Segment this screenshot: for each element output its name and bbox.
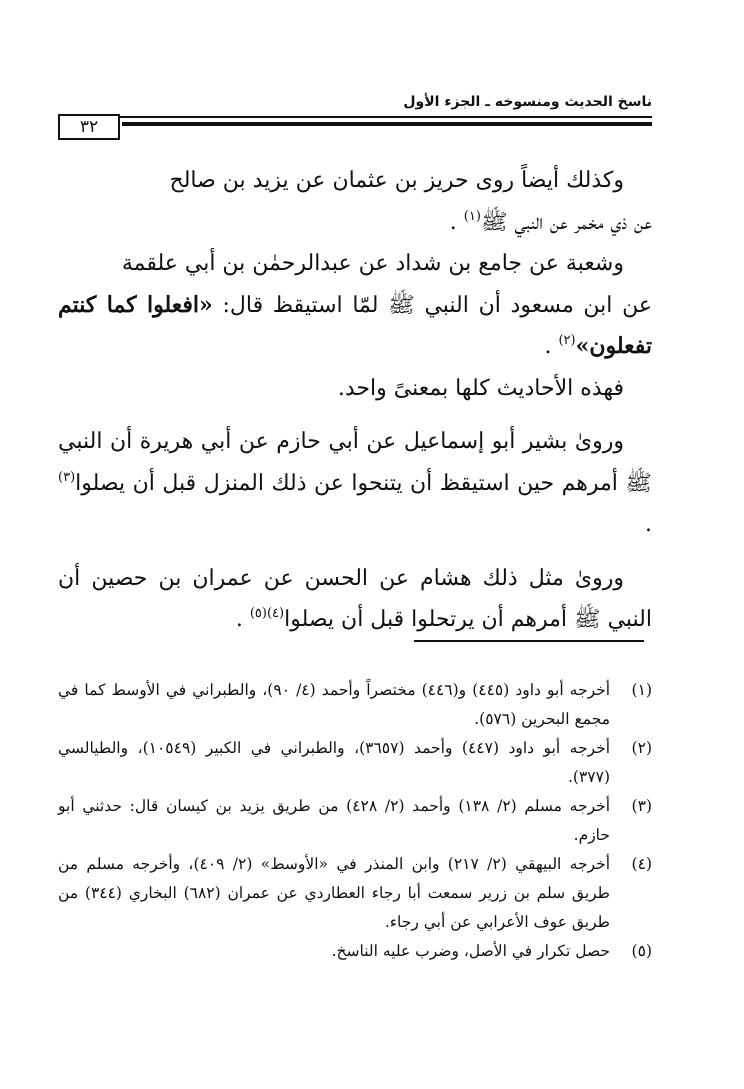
p3-text: فهذه الأحاديث كلها بمعنىً واحد. bbox=[337, 375, 624, 401]
p4-text: وروىٰ بشير أبو إسماعيل عن أبي حازم عن أبي هريرة أن النبي ﷺ أمرهم حين استيقظ أن يتنحوا عن ذلك المنزل قبل أن يصلوا bbox=[58, 429, 652, 496]
footnote-text: حصل تكرار في الأصل، وضرب عليه الناسخ. bbox=[331, 942, 610, 960]
footnote-1 bbox=[58, 676, 652, 734]
paragraph-3 bbox=[58, 368, 652, 410]
page-header bbox=[58, 94, 652, 138]
paragraph-2: وشعبة عن جامع بن شداد عن عبدالرحمٰن بن أبي علقمة عن ابن مسعود أن النبي ﷺ لمّا استيقظ قال: «افعلوا كما كنتم تفعلون»$^{(٢)}$ . bbox=[58, 251, 652, 359]
footnote-text: أخرجه البيهقي (٢/ ٢١٧) وابن المنذر في «الأوسط» (٢/ ٤٠٩)، وأخرجه مسلم من طريق سلم بن زرير سمعت أبا رجاء العطاردي عن عمران (٦٨٢) البخاري (٣٤٤) من طريق عوف الأعرابي عن أبي رجاء. bbox=[58, 855, 611, 931]
paragraph-4: وروىٰ بشير أبو إسماعيل عن أبي حازم عن أبي هريرة أن النبي ﷺ أمرهم حين استيقظ أن يتنحوا عن ذلك المنزل قبل أن يصلوا$^{(٣)}$ . bbox=[58, 429, 652, 537]
paragraph-5: وروىٰ مثل ذلك هشام عن الحسن عن عمران بن حصين أن النبي ﷺ أمرهم أن يرتحلوا قبل أن يصلوا$^{(٤)(٥)}$ . bbox=[58, 565, 652, 632]
footnote-4 bbox=[58, 850, 652, 937]
page-number: ٣٢ bbox=[58, 114, 120, 140]
p2-line1: وشعبة عن جامع بن شداد عن عبدالرحمٰن بن أبي علقمة bbox=[121, 251, 624, 276]
footnote-number: (١) bbox=[631, 681, 652, 699]
footnote-number: (٤) bbox=[631, 855, 652, 873]
footnote-5 bbox=[58, 937, 652, 966]
footnotes bbox=[58, 676, 652, 966]
running-title: ناسخ الحديث ومنسوخه ـ الجزء الأول bbox=[403, 94, 652, 110]
p2-quote: «افعلوا كما كنتم تفعلون» bbox=[58, 291, 652, 359]
footnote-text: أخرجه مسلم (٢/ ١٣٨) وأحمد (٢/ ٤٢٨) من طريق يزيد بن كيسان قال: حدثني أبو حازم. bbox=[58, 797, 611, 844]
footnote-ref-2[interactable]: (٢) bbox=[558, 333, 576, 348]
footnote-number: (٥) bbox=[631, 942, 652, 960]
main-text bbox=[58, 160, 652, 641]
footnote-text: أخرجه أبو داود (٤٤٧) وأحمد (٣٦٥٧)، والطبراني في الكبير (١٠٥٤٩)، والطيالسي (٣٧٧). bbox=[58, 739, 610, 786]
footnote-number: (٢) bbox=[631, 739, 652, 757]
header-rule-thick bbox=[122, 122, 652, 126]
p1-line2: عن ذي مخمر عن النبي ﷺ bbox=[480, 209, 652, 235]
header-rule bbox=[58, 116, 652, 118]
footnote-ref-3[interactable]: (٣) bbox=[58, 469, 76, 485]
footnote-separator bbox=[414, 640, 644, 642]
footnote-3 bbox=[58, 792, 652, 850]
p2-text: عن ابن مسعود أن النبي ﷺ لمّا استيقظ قال: bbox=[212, 292, 652, 318]
footnote-number: (٣) bbox=[631, 797, 652, 815]
footnote-ref-4-5[interactable]: (٤)(٥) bbox=[249, 606, 285, 621]
footnote-2 bbox=[58, 734, 652, 792]
footnote-text: أخرجه أبو داود (٤٤٥) و(٤٤٦) مختصراً وأحمد (٤/ ٩٠)، والطبراني في الأوسط كما في مجمع البحرين (٥٧٦). bbox=[58, 681, 611, 728]
p5-text: وروىٰ مثل ذلك هشام عن الحسن عن عمران بن حصين أن النبي ﷺ أمرهم أن يرتحلوا قبل أن يصلوا bbox=[58, 565, 652, 632]
footnote-ref-1[interactable]: (١) bbox=[463, 208, 481, 224]
paragraph-1: وكذلك أيضاً روى حريز بن عثمان عن يزيد بن صالح عن ذي مخمر عن النبي ﷺ$^{(١)}$ . bbox=[169, 168, 652, 235]
p1-line1: وكذلك أيضاً روى حريز بن عثمان عن يزيد بن صالح bbox=[169, 168, 624, 193]
